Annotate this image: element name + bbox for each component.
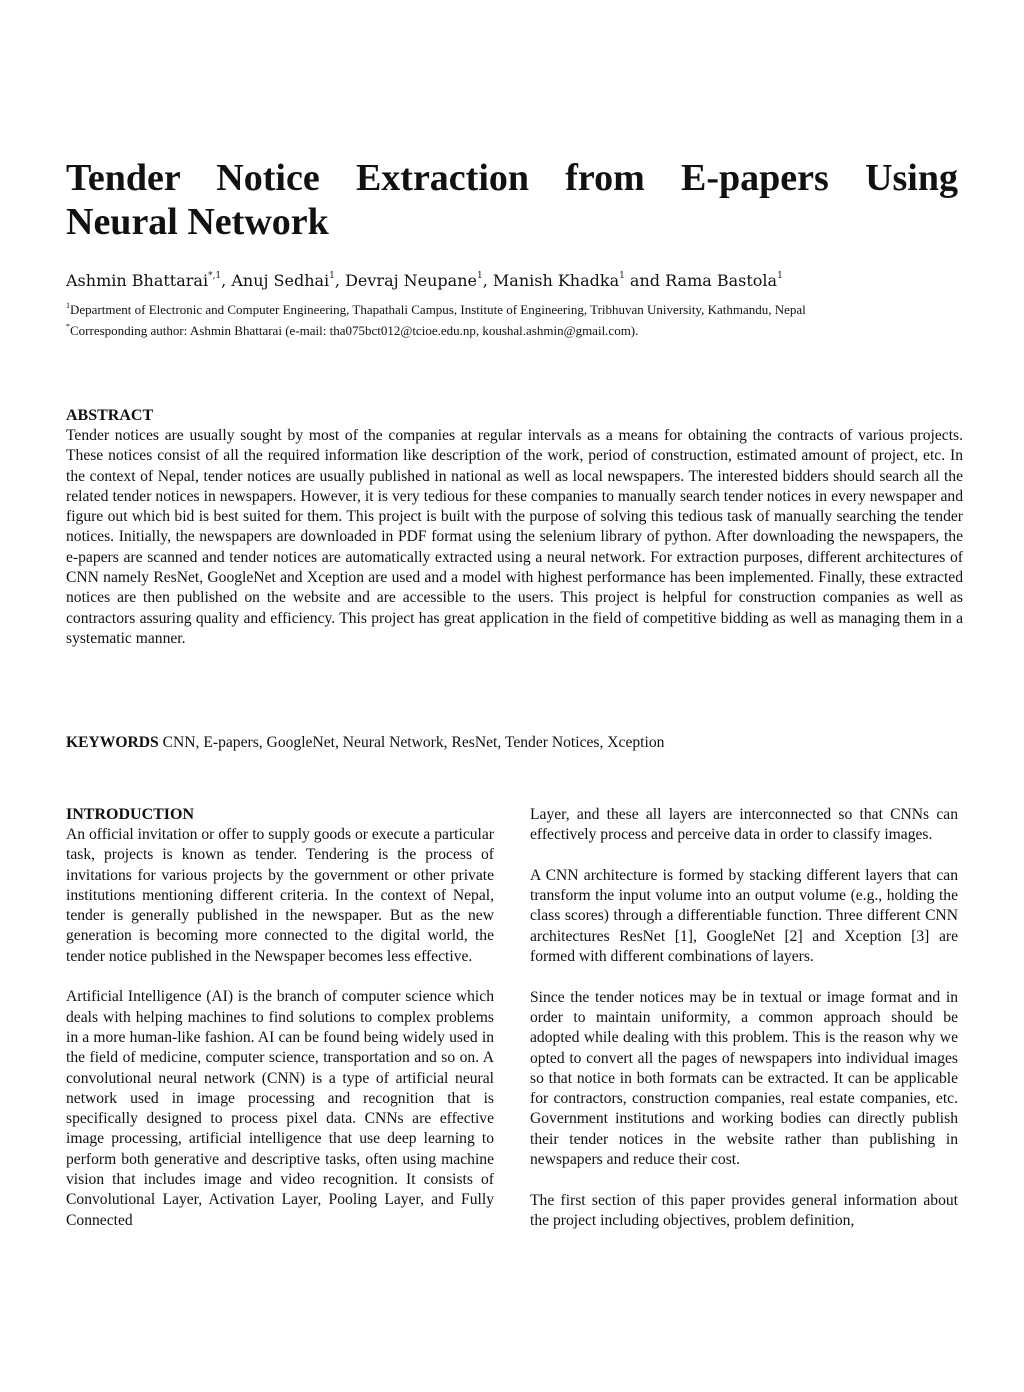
affiliation-mark: 1 bbox=[66, 301, 70, 310]
corresponding-author bbox=[66, 321, 966, 341]
author-separator: , bbox=[221, 271, 232, 290]
author-affil-mark: 1 bbox=[619, 271, 625, 281]
author-affil-mark: 1 bbox=[329, 271, 335, 281]
abstract-section bbox=[66, 406, 963, 649]
corresponding-mark: * bbox=[66, 322, 70, 331]
intro-paragraph: Since the tender notices may be in textual or image format and in order to maintain uniformity, a common approach should be adopted while dealing with this problem. This is the reason why we opted to convert all the pages of newspapers into individual images so that notice in both formats can be extracted. It can be applicable for contractors, construction companies, real estate companies, etc. Government institutions and working bodies can directly publish their tender notices in the website rather than publishing in newspapers and reduce their cost. bbox=[530, 988, 958, 1169]
author-affil-mark: 1 bbox=[476, 271, 483, 281]
author-name: Devraj Neupane bbox=[345, 271, 477, 290]
title-line-2: Neural Network bbox=[66, 201, 329, 243]
author-list bbox=[66, 270, 966, 292]
author-separator: and bbox=[624, 271, 666, 290]
intro-paragraph: An official invitation or offer to supply goods or execute a particular task, projects is known as tender. Tendering is the process of invitations for various projects by the government or other private institutions mentioning different criteria. In the context of Nepal, tender is generally published in the newspaper. But as the new generation is becoming more connected to the digital world, the tender notice published in the Newspaper becomes less effective. bbox=[66, 826, 494, 965]
author-affil-mark: 1 bbox=[777, 271, 783, 281]
keywords-line bbox=[66, 733, 963, 753]
intro-right-column bbox=[530, 805, 958, 1252]
author-separator: , bbox=[334, 271, 346, 290]
author-name: Ashmin Bhattarai bbox=[66, 271, 209, 290]
intro-paragraph: The first section of this paper provides general information about the project including objectives, problem definition, bbox=[530, 1191, 958, 1229]
author-separator: , bbox=[482, 271, 493, 290]
author-name: Anuj Sedhai bbox=[231, 271, 330, 290]
author-name: Rama Bastola bbox=[665, 271, 778, 290]
affiliation-text: Department of Electronic and Computer Engineering, Thapathali Campus, Institute of Engineering, Tribhuvan University, Kathmandu, Nepal bbox=[70, 302, 806, 317]
abstract-text: Tender notices are usually sought by most of the companies at regular intervals as a means for obtaining the contracts of various projects. These notices consist of all the required information like description of the work, period of construction, estimated amount of project, etc. In the context of Nepal, tender notices are usually published in national as well as local newspapers. The interested bidders should search all the related tender notices in newspapers. However, it is very tedious for these companies to manually search tender notices in every newspaper and figure out which bid is best suited for them. This project is built with the purpose of solving this tedious task of manually searching the tender notices. Initially, the newspapers are downloaded in PDF format using the selenium library of python. After downloading the newspapers, the e-papers are scanned and tender notices are automatically extracted using a neural network. For extraction purposes, different architectures of CNN namely ResNet, GoogleNet and Xception are used and a model with highest performance has been implemented. Finally, these extracted notices are then published on the website and are accessible to the users. This project is helpful for construction companies as well as contractors assuring quality and efficiency. This project has great application in the field of competitive bidding as well as managing them in a systematic manner. bbox=[66, 427, 963, 647]
title-line-1: Tender Notice Extraction from E-papers Using bbox=[66, 157, 958, 199]
keywords-text: CNN, E-papers, GoogleNet, Neural Network, ResNet, Tender Notices, Xception bbox=[162, 733, 665, 751]
abstract-heading: ABSTRACT bbox=[66, 407, 154, 424]
introduction-heading: INTRODUCTION bbox=[66, 806, 195, 823]
intro-paragraph: Artificial Intelligence (AI) is the branch of computer science which deals with helping machines to find solutions to complex problems in a more human-like fashion. AI can be found being widely used in the field of medicine, computer science, transportation and so on. A convolutional neural network (CNN) is a type of artificial neural network used in image processing and recognition that is specifically designed to process pixel data. CNNs are effective image processing, artificial intelligence that use deep learning to perform both generative and descriptive tasks, often using machine vision that includes image and video recognition. It consists of Convolutional Layer, Activation Layer, Pooling Layer, and Fully Connected bbox=[66, 988, 494, 1229]
keywords-label: KEYWORDS bbox=[66, 733, 159, 751]
author-name: Manish Khadka bbox=[492, 271, 620, 290]
paper-title bbox=[66, 156, 958, 244]
intro-paragraph: Layer, and these all layers are interconnected so that CNNs can effectively process and perceive data in order to classify images. bbox=[530, 806, 958, 844]
author-affil-mark: *,1 bbox=[208, 271, 222, 281]
corresponding-text: Corresponding author: Ashmin Bhattarai (e-mail: tha075bct012@tcioe.edu.np, koushal.ashmin@gmail.com). bbox=[70, 323, 639, 338]
affiliation bbox=[66, 300, 966, 320]
intro-left-column bbox=[66, 805, 494, 1251]
intro-paragraph: A CNN architecture is formed by stacking different layers that can transform the input volume into an output volume (e.g., holding the class scores) through a differentiable function. Three different CNN architectures ResNet [1], GoogleNet [2] and Xception [3] are formed with different combinations of layers. bbox=[530, 866, 958, 966]
